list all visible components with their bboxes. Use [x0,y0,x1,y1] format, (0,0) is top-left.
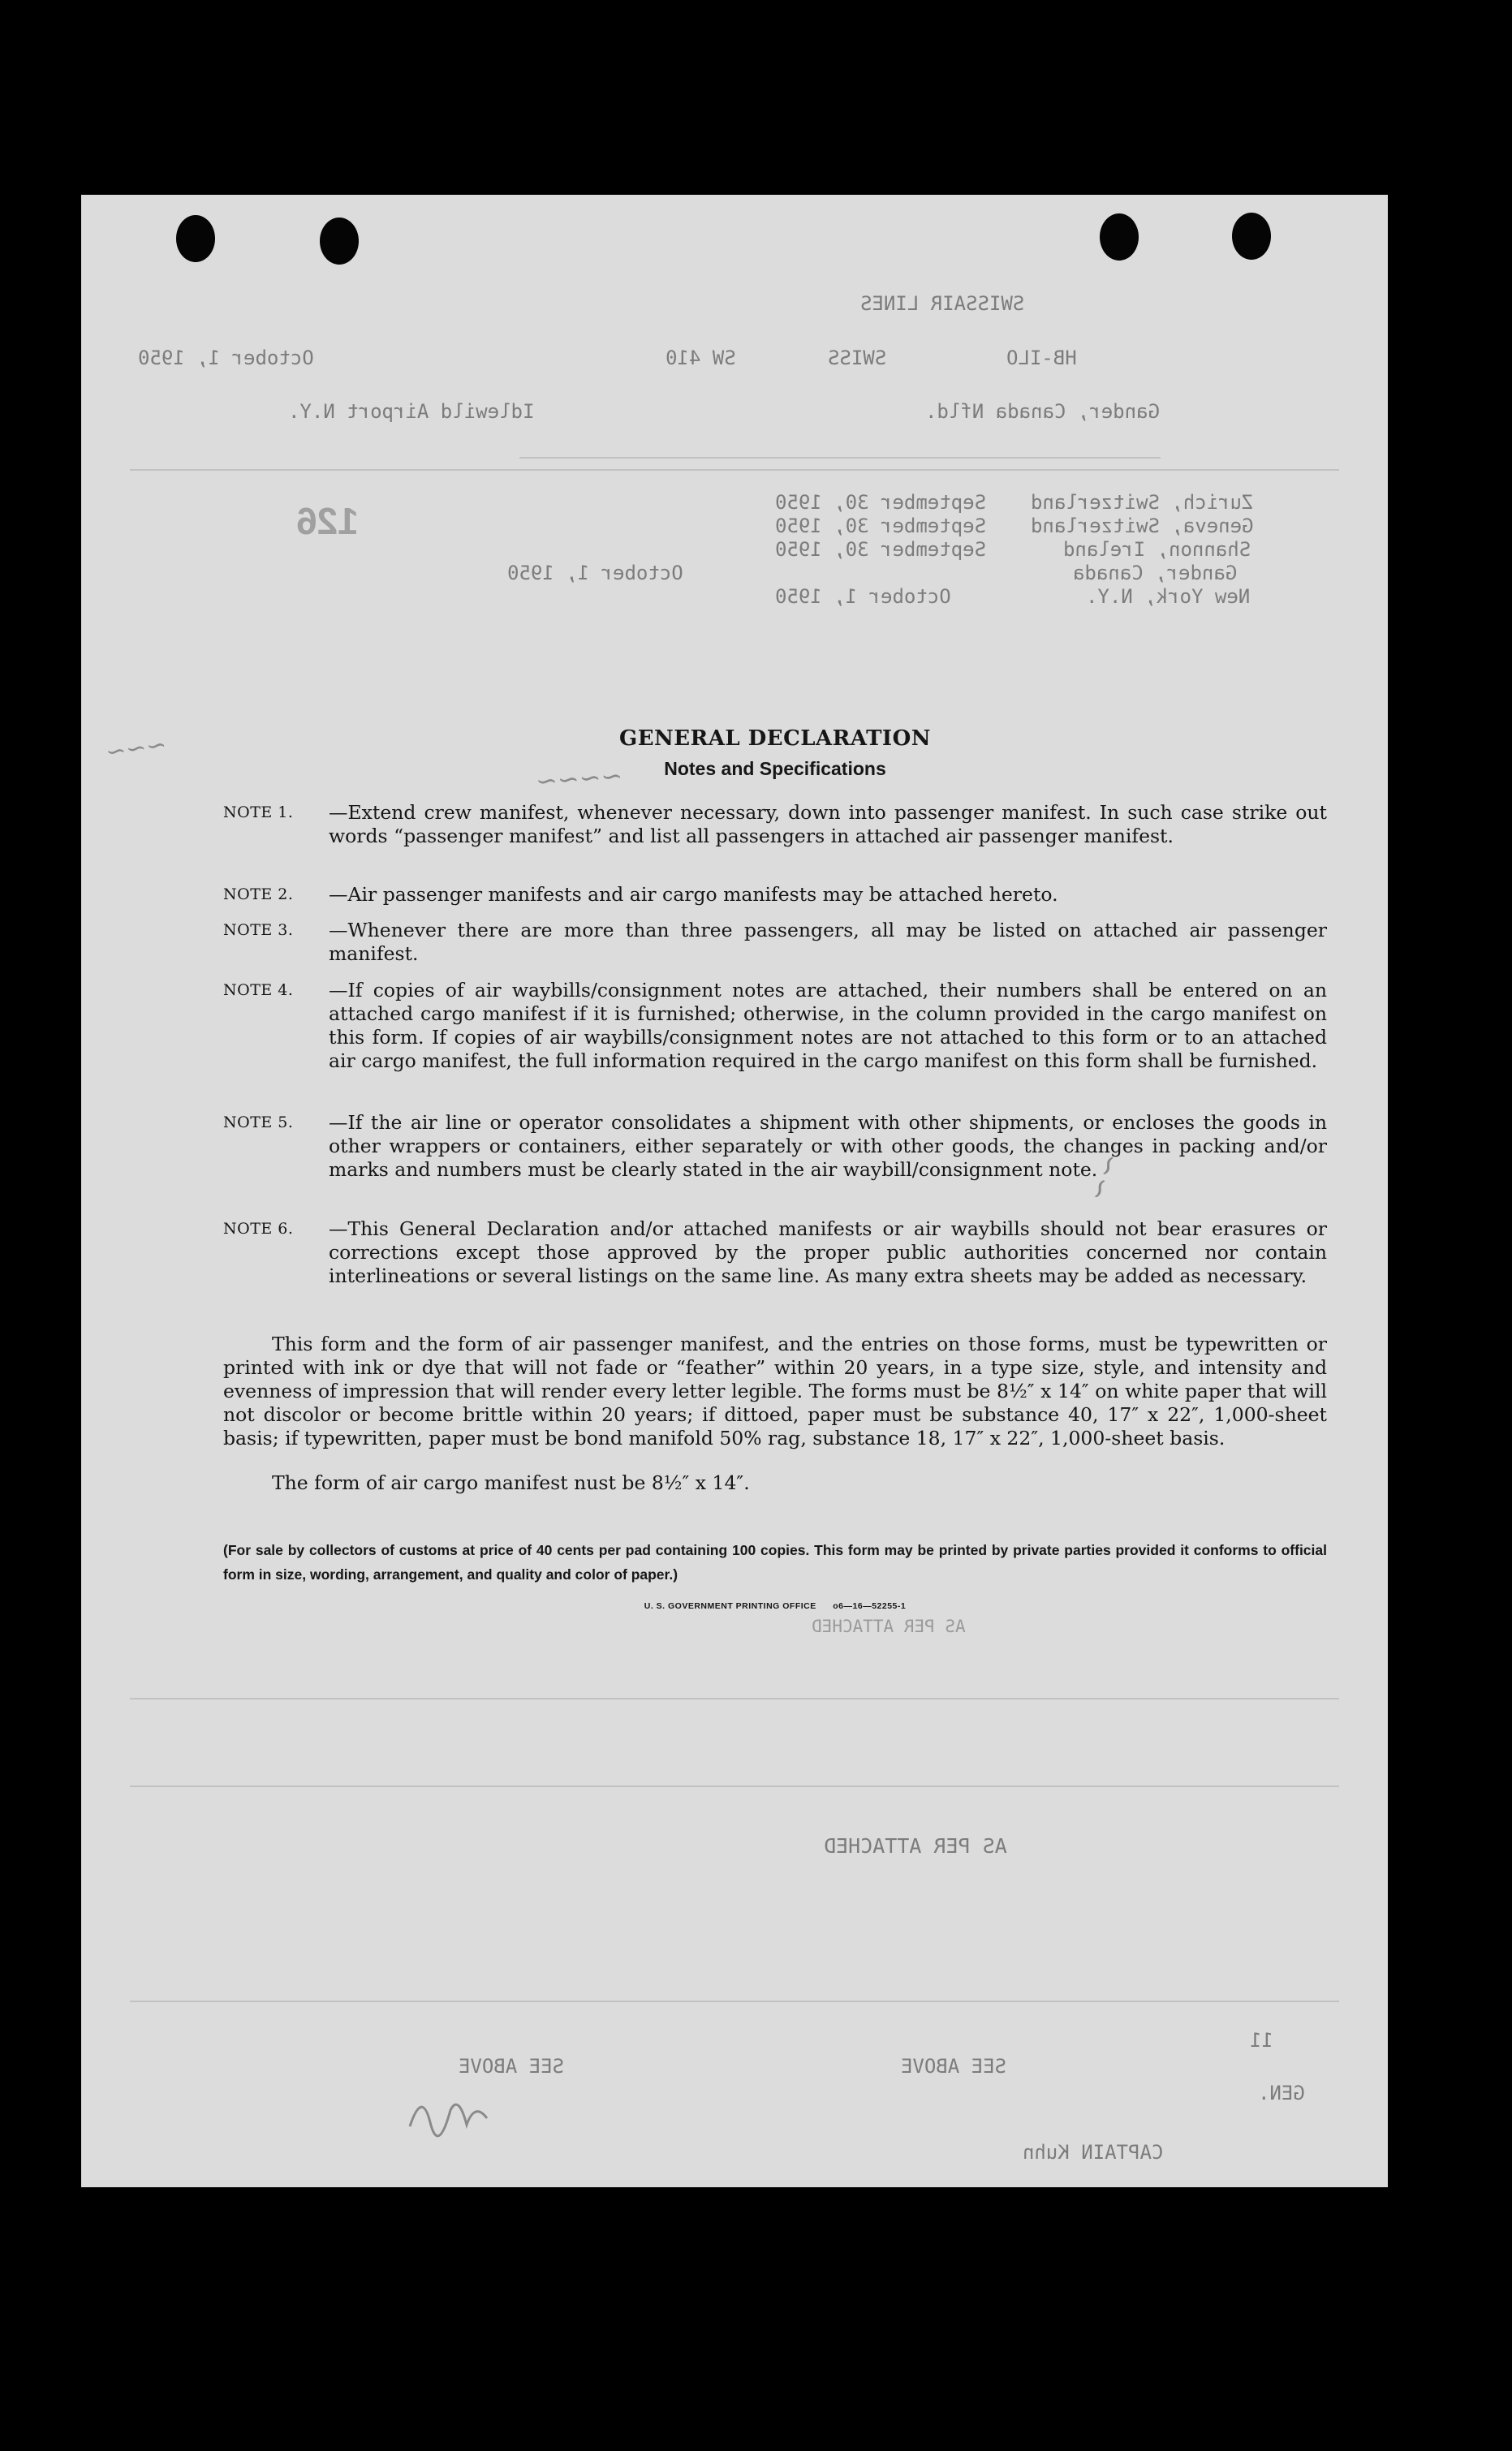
show-through-destination: Idlewild Airport N.Y. [288,400,535,423]
show-through-itinerary-date: September 30, 1950 [775,491,987,514]
show-through-flight: SW 410 [666,347,736,369]
note-text: —If copies of air waybills/consignment notes are attached, their numbers shall be entered on an attached cargo manifest if it is furnished; otherwise, in the column provided in the cargo manifest on this form. If copies of air waybills/consignment notes are not attached to this form or to an attached air cargo manifest, the full information required in the cargo manifest on this form shall be furnished. [329,979,1327,1072]
sale-notice: (For sale by collectors of customs at price of 40 cents per pad containing 100 copies. This form may be printed by private parties provided it conforms to official form in size, wording, arrangement, and quality and color of paper.) [223,1542,1327,1583]
form-requirements-paragraph: This form and the form of air passenger manifest, and the entries on those forms, must be typewritten or printed with ink or dye that will not fade or “feather” within 20 years, in a type size, style, and intensity and evenness of impression that will render every letter legible. The forms must be 8½″ x 14″ on white paper that will not discolor or become brittle within 20 years; if dittoed, paper must be substance 40, 17″ x 22″, 1,000-sheet basis; if typewritten, paper must be bond manifold 50% rag, substance 18, 17″ x 22″, 1,000-sheet basis. [223,1333,1327,1449]
note-6 [223,1217,1327,1288]
show-through-general: GEN. [1258,2082,1305,2104]
note-label: NOTE 3. [223,921,294,939]
show-through-itinerary-date: October 1, 1950 [507,562,683,584]
show-through-itinerary-place: Geneva, Switzerland [1031,515,1254,537]
printer-imprint: U. S. GOVERNMENT PRINTING OFFICE o6—16—52255-1 [644,1601,907,1611]
show-through-page-number: 126 [296,500,359,542]
note-text: —If the air line or operator consolidates a shipment with other shipments, or encloses the goods in other wrappers or containers, either separately or with other goods, the changes in packing and/or marks and numbers must be clearly stated in the air waybill/consignment note. [329,1111,1327,1181]
show-through-rule [130,469,1339,471]
show-through-rule [130,1785,1339,1787]
declaration-subtitle: Notes and Specifications [664,758,886,779]
note-label: NOTE 2. [223,885,294,903]
note-5 [223,1111,1327,1182]
punch-hole [1100,213,1139,261]
signature-mark [406,2086,495,2143]
declaration-sheet [81,195,1388,2187]
declaration-title: GENERAL DECLARATION [618,726,931,751]
show-through-aircraft: HB-ILO [1006,347,1077,369]
show-through-see-above: SEE ABOVE [901,2055,1007,2078]
show-through-see-above: SEE ABOVE [459,2055,565,2078]
note-label: NOTE 1. [223,803,294,821]
punch-hole [320,218,359,265]
show-through-itinerary-date: September 30, 1950 [775,538,987,561]
note-4 [223,979,1327,1073]
stamp-scribble: ∽∽∽∽ [534,760,624,797]
show-through-as-per-attached: AS PER ATTACHED [812,1617,966,1636]
show-through-nationality: SWISS [828,347,887,369]
note-1 [223,801,1327,848]
show-through-rule [130,2001,1339,2002]
show-through-rule [519,457,1161,459]
punch-hole [1232,213,1271,260]
punch-hole [176,215,215,262]
show-through-itinerary-place: Zurich, Switzerland [1031,491,1254,514]
cargo-manifest-size: The form of air cargo manifest nust be 8½″ x 14″. [272,1471,750,1494]
margin-scribble: ∽∽∽ [103,730,169,768]
show-through-date: October 1, 1950 [138,347,314,369]
note-label: NOTE 4. [223,981,294,999]
show-through-rule [130,1698,1339,1699]
show-through-itinerary-place: New York, N.Y. [1086,585,1251,608]
show-through-itinerary-date: September 30, 1950 [775,515,987,537]
note-label: NOTE 6. [223,1220,294,1238]
show-through-captain: CAPTAIN Kuhn [1023,2141,1164,2164]
note-label: NOTE 5. [223,1114,294,1131]
show-through-from: Gander, Canada Nfld. [925,400,1160,423]
show-through-as-per-attached: AS PER ATTACHED [824,1834,1007,1858]
note-3 [223,919,1327,966]
note-text: —Whenever there are more than three passengers, all may be listed on attached air passenger manifest. [329,919,1327,965]
margin-scribble: ∽∽ [1079,1148,1128,1206]
show-through-itinerary-date: October 1, 1950 [775,585,951,608]
note-2 [223,883,1327,907]
note-text: —Extend crew manifest, whenever necessary, down into passenger manifest. In such case strike out words “passenger manifest” and list all passengers in attached air passenger manifest. [329,801,1327,847]
note-text: —This General Declaration and/or attached manifests or air waybills should not bear erasures or corrections except those approved by the proper public authorities concerned nor contain interlineations or several listings on the same line. As many extra sheets may be added as necessary. [329,1217,1327,1287]
note-text: —Air passenger manifests and air cargo manifests may be attached hereto. [329,883,1058,906]
show-through-operator: SWISSAIR LINES [860,292,1025,315]
show-through-itinerary-place: Shannon, Ireland [1063,538,1251,561]
show-through-itinerary-place: Gander, Canada [1073,562,1238,584]
show-through-crew-count: 11 [1250,2029,1273,2052]
